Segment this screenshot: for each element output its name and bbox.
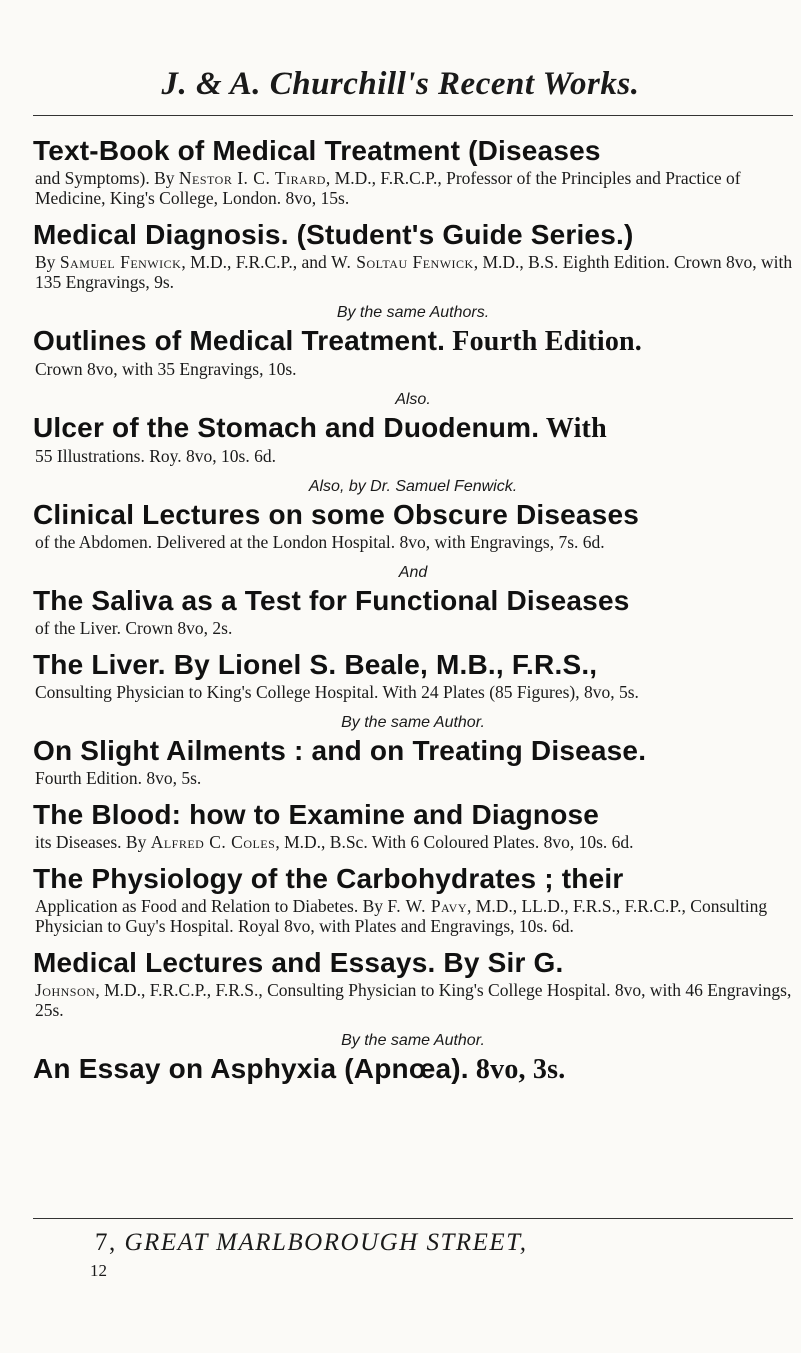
book-title: An Essay on Asphyxia (Apnœa). 8vo, 3s. bbox=[33, 1053, 566, 1085]
author-name: W. Soltau Fenwick bbox=[331, 252, 474, 272]
book-entry bbox=[33, 136, 793, 208]
page-header: J. & A. Churchill's Recent Works. bbox=[161, 66, 640, 102]
book-description: Crown 8vo, with 35 Engravings, 10s. bbox=[35, 359, 297, 379]
section-separator: By the same Authors. bbox=[336, 304, 490, 321]
book-title: Outlines of Medical Treatment. Fourth Edition. bbox=[33, 325, 642, 357]
book-description: Consulting Physician to King's College Hospital. With 24 Plates (85 Figures), 8vo, 5s. bbox=[35, 682, 639, 702]
book-description: 55 Illustrations. Roy. 8vo, 10s. 6d. bbox=[35, 446, 276, 466]
book-entry bbox=[33, 326, 793, 379]
book-entry bbox=[33, 500, 793, 552]
book-title: Medical Lectures and Essays. By Sir G. bbox=[33, 947, 564, 978]
book-entry bbox=[33, 1054, 793, 1085]
book-description: By Samuel Fenwick, M.D., F.R.C.P., and W. Soltau Fenwick, M.D., B.S. Eighth Edition. Crown 8vo, with 135 Engravings, 9s. bbox=[35, 252, 793, 292]
entries-list bbox=[33, 136, 793, 1097]
author-name: Johnson bbox=[35, 980, 96, 1000]
book-description: its Diseases. By Alfred C. Coles, M.D., B.Sc. With 6 Coloured Plates. 8vo, 10s. 6d. bbox=[35, 832, 634, 852]
book-description: of the Abdomen. Delivered at the London Hospital. 8vo, with Engravings, 7s. 6d. bbox=[35, 532, 605, 552]
book-description: Fourth Edition. 8vo, 5s. bbox=[35, 768, 202, 788]
book-entry bbox=[33, 736, 793, 788]
section-separator: By the same Author. bbox=[341, 714, 485, 731]
book-description: Johnson, M.D., F.R.C.P., F.R.S., Consulting Physician to King's College Hospital. 8vo, with 46 Engravings, 25s. bbox=[35, 980, 792, 1020]
book-title: The Liver. By Lionel S. Beale, M.B., F.R.S., bbox=[33, 649, 598, 680]
book-entry bbox=[33, 864, 793, 936]
book-title: The Blood: how to Examine and Diagnose bbox=[33, 799, 600, 830]
book-title: On Slight Ailments : and on Treating Disease. bbox=[33, 735, 647, 766]
book-title: The Saliva as a Test for Functional Diseases bbox=[33, 585, 630, 616]
footer-rule bbox=[33, 1218, 793, 1219]
book-entry bbox=[33, 586, 793, 638]
book-entry bbox=[33, 413, 793, 466]
section-separator: Also, by Dr. Samuel Fenwick. bbox=[308, 478, 518, 495]
book-description: Application as Food and Relation to Diabetes. By F. W. Pavy, M.D., LL.D., F.R.S., F.R.C.P., Consulting Physician to Guy's Hospital. Royal 8vo, with Plates and Engravings, 10s. 6d. bbox=[35, 896, 768, 936]
book-entry bbox=[33, 800, 793, 852]
book-description: of the Liver. Crown 8vo, 2s. bbox=[35, 618, 233, 638]
author-name: F. W. Pavy bbox=[387, 896, 468, 916]
book-title: Text-Book of Medical Treatment (Diseases bbox=[33, 135, 601, 166]
page-signature: 12 bbox=[90, 1261, 107, 1280]
section-separator: Also. bbox=[395, 391, 431, 408]
book-entry bbox=[33, 948, 793, 1020]
section-separator: And bbox=[398, 564, 428, 581]
book-title: The Physiology of the Carbohydrates ; their bbox=[33, 863, 624, 894]
book-title: Medical Diagnosis. (Student's Guide Series.) bbox=[33, 219, 634, 250]
book-entry bbox=[33, 220, 793, 292]
header-rule bbox=[33, 115, 793, 116]
author-name: Alfred C. Coles bbox=[150, 832, 276, 852]
book-description: and Symptoms). By Nestor I. C. Tirard, M.D., F.R.C.P., Professor of the Principles and Practice of Medicine, King's College, London. 8vo, 15s. bbox=[35, 168, 741, 208]
book-entry bbox=[33, 650, 793, 702]
author-name: Samuel Fenwick bbox=[59, 252, 182, 272]
publisher-address: 7, GREAT MARLBOROUGH STREET, bbox=[95, 1229, 528, 1256]
book-title: Ulcer of the Stomach and Duodenum. With bbox=[33, 412, 607, 444]
author-name: Nestor I. C. Tirard bbox=[178, 168, 326, 188]
book-title: Clinical Lectures on some Obscure Diseases bbox=[33, 499, 639, 530]
section-separator: By the same Author. bbox=[341, 1032, 485, 1049]
